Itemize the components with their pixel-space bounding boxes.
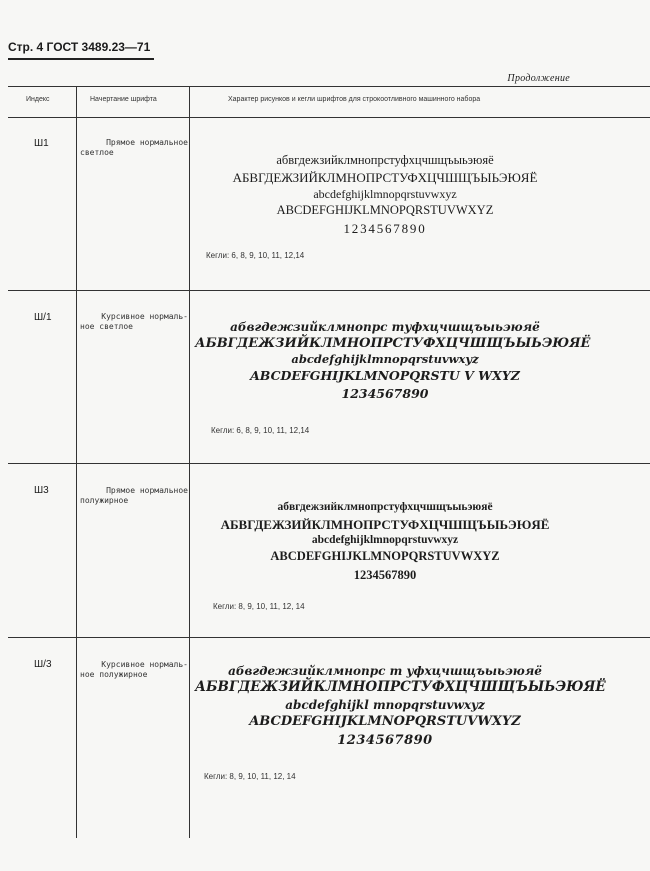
table-top-rule [8, 86, 650, 87]
font-style-name [80, 486, 188, 506]
sample-latin-uppercase: ABCDEFGHIJKLMNOPQRSTUVWXYZ [270, 549, 500, 563]
sample-cyrillic-lowercase: абвгдежзийклмнопрс туфхцчшщъыьэюяё [230, 320, 540, 334]
font-sizes: Кегли: 8, 9, 10, 11, 12, 14 [204, 772, 296, 781]
continued-label: Продолжение [507, 73, 570, 84]
font-style-name [80, 660, 188, 680]
page-header: Стр. 4 ГОСТ 3489.23—71 [8, 40, 151, 54]
row-divider [8, 463, 650, 464]
sample-latin-uppercase: ABCDEFGHIJKLMNOPQRSTU V WXYZ [250, 367, 520, 383]
font-sample [195, 664, 606, 751]
sample-cyrillic-lowercase: абвгдежзийклмнопрстуфхцчшщъыьэюяё [277, 501, 493, 513]
sample-cyrillic-uppercase: АБВГДЕЖЗИЙКЛМНОПРСТУФХЦЧШЩЪЫЬЭЮЯЁ [220, 516, 550, 532]
header-underline [8, 58, 154, 60]
font-style-name [80, 138, 188, 158]
font-style-line: ное полужирное [80, 670, 148, 679]
column-divider [189, 86, 190, 838]
row-index: Ш3 [34, 485, 49, 496]
row-index: Ш/3 [34, 659, 52, 670]
font-style-line: Прямое нормальное [106, 138, 188, 147]
font-style-line: Прямое нормальное [106, 486, 188, 495]
font-style-line: Курсивное нормаль- [101, 312, 188, 321]
sample-cyrillic-lowercase: абвгдежзийклмнопрс т уфхцчшщъыьэюяё [228, 664, 542, 678]
sample-cyrillic-uppercase: АБВГДЕЖЗИЙКЛМНОПРСТУФХЦЧШЩЪЫЬЭЮЯЁ [195, 679, 606, 695]
sample-digits: 1234567890 [343, 221, 427, 236]
font-style-name [80, 312, 188, 332]
font-sample [195, 154, 575, 239]
font-sample [195, 502, 575, 585]
font-style-line: Курсивное нормаль- [101, 660, 188, 669]
font-sizes: Кегли: 8, 9, 10, 11, 12, 14 [213, 602, 305, 611]
row-divider [8, 637, 650, 638]
font-sizes: Кегли: 6, 8, 9, 10, 11, 12,14 [211, 426, 310, 435]
row-divider [8, 290, 650, 291]
sample-latin-uppercase: ABCDEFGHIJKLMNOPQRSTUVWXYZ [276, 202, 494, 217]
sample-cyrillic-uppercase: АБВГДЕЖЗИЙКЛМНОПРСТУФХЦЧШЩЪЫЬЭЮЯЁ [195, 336, 591, 351]
column-header-index: Индекс [26, 96, 50, 103]
row-index: Ш/1 [34, 312, 52, 323]
font-style-line: светлое [80, 148, 114, 157]
column-divider [76, 86, 77, 838]
sample-latin-lowercase: abcdefghijkl mnopqrstuvwxyz [285, 697, 485, 712]
sample-digits: 1234567890 [341, 386, 429, 401]
column-header-style: Начертание шрифта [90, 96, 157, 103]
column-header-samples: Характер рисунков и кегли шрифтов для строкоотливного машинного набора [228, 96, 481, 103]
font-style-line: полужирное [80, 496, 129, 505]
sample-latin-lowercase: abcdefghijklmnopqrstuvwxyz [291, 352, 479, 366]
row-index: Ш1 [34, 138, 49, 149]
font-sizes: Кегли: 6, 8, 9, 10, 11, 12,14 [206, 251, 305, 260]
font-style-line: ное светлое [80, 322, 133, 331]
sample-latin-uppercase: ABCDEFGHIJKLMNOPQRSTUVWXYZ [249, 713, 521, 729]
sample-cyrillic-uppercase: АБВГДЕЖЗИЙКЛМНОПРСТУФХЦЧШЩЪЫЬЭЮЯЁ [232, 169, 538, 185]
sample-digits: 1234567890 [353, 567, 417, 582]
table-header-bottom-rule [8, 117, 650, 118]
sample-latin-lowercase: abcdefghijklmnopqrstuvwxyz [311, 533, 459, 546]
sample-cyrillic-lowercase: абвгдежзийклмнопрстуфхцчшщъыьэюяё [276, 153, 494, 167]
sample-latin-lowercase: abcdefghijklmnopqrstuvwxyz [313, 186, 457, 201]
font-sample [195, 320, 591, 405]
sample-digits: 1234567890 [337, 732, 433, 748]
